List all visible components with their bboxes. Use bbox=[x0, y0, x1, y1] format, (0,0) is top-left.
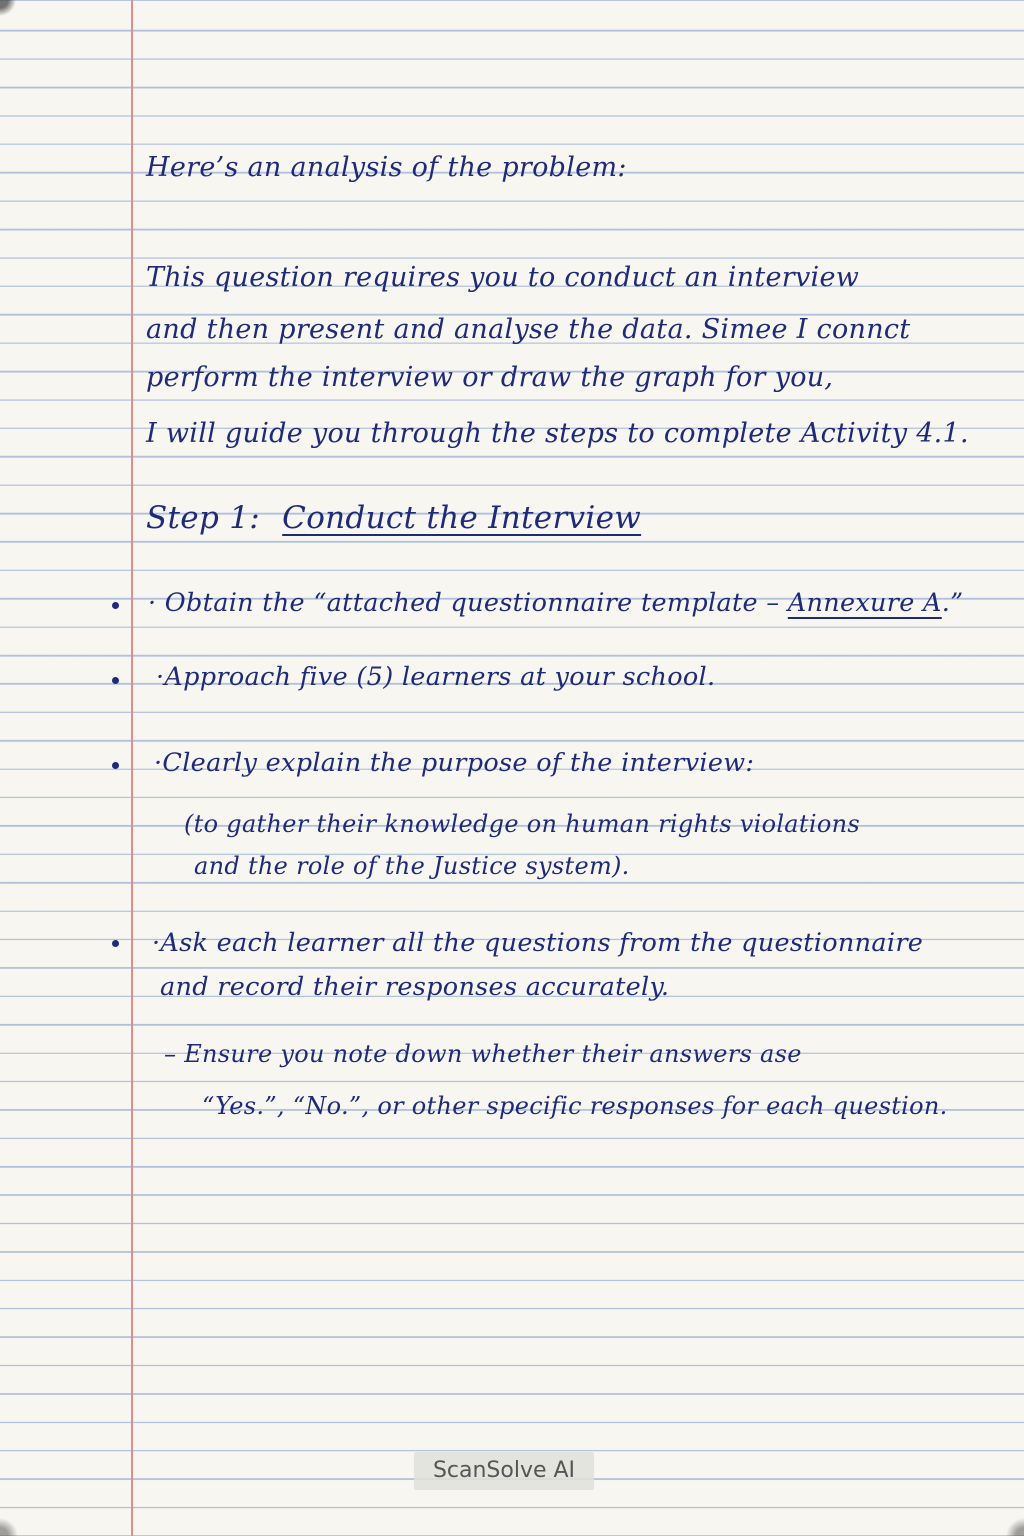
sub-line: and the role of the Justice system). bbox=[194, 852, 630, 880]
sub-note: – Ensure you note down whether their answers ase bbox=[164, 1040, 802, 1068]
bullet-text: · Obtain the “attached questionnaire template – bbox=[148, 588, 788, 618]
step-heading bbox=[146, 500, 641, 536]
step-title: Conduct the Interview bbox=[282, 500, 642, 536]
list-item-continuation: and record their responses accurately. bbox=[160, 972, 670, 1002]
paragraph-line: perform the interview or draw the graph for you, bbox=[146, 362, 834, 393]
list-item bbox=[148, 588, 964, 618]
annexure-link-text: Annexure A bbox=[787, 588, 942, 618]
bullet-dot bbox=[112, 762, 119, 769]
page-corner-shadow bbox=[1000, 1512, 1024, 1536]
page-corner-shadow bbox=[0, 1512, 24, 1536]
sub-note: “Yes.”, “No.”, or other specific responses for each question. bbox=[202, 1092, 948, 1120]
list-item: ·Ask each learner all the questions from the questionnaire bbox=[152, 928, 924, 958]
bullet-dot bbox=[112, 677, 119, 684]
list-item: ·Approach five (5) learners at your school. bbox=[156, 662, 716, 692]
step-label: Step 1: bbox=[146, 500, 261, 536]
paragraph-line: and then present and analyse the data. Simee I connct bbox=[146, 314, 911, 345]
paragraph-line: I will guide you through the steps to complete Activity 4.1. bbox=[146, 418, 969, 449]
margin-line bbox=[131, 0, 133, 1536]
bullet-text: .” bbox=[941, 588, 964, 618]
intro-line: Here’s an analysis of the problem: bbox=[146, 152, 627, 183]
bullet-dot bbox=[112, 940, 119, 947]
page-corner-shadow bbox=[0, 0, 22, 22]
watermark-logo: ScanSolve AI bbox=[414, 1452, 594, 1490]
bullet-dot bbox=[112, 602, 119, 609]
paragraph-line: This question requires you to conduct an interview bbox=[146, 262, 860, 293]
sub-line: (to gather their knowledge on human rights violations bbox=[184, 810, 860, 838]
list-item: ·Clearly explain the purpose of the interview: bbox=[154, 748, 755, 778]
